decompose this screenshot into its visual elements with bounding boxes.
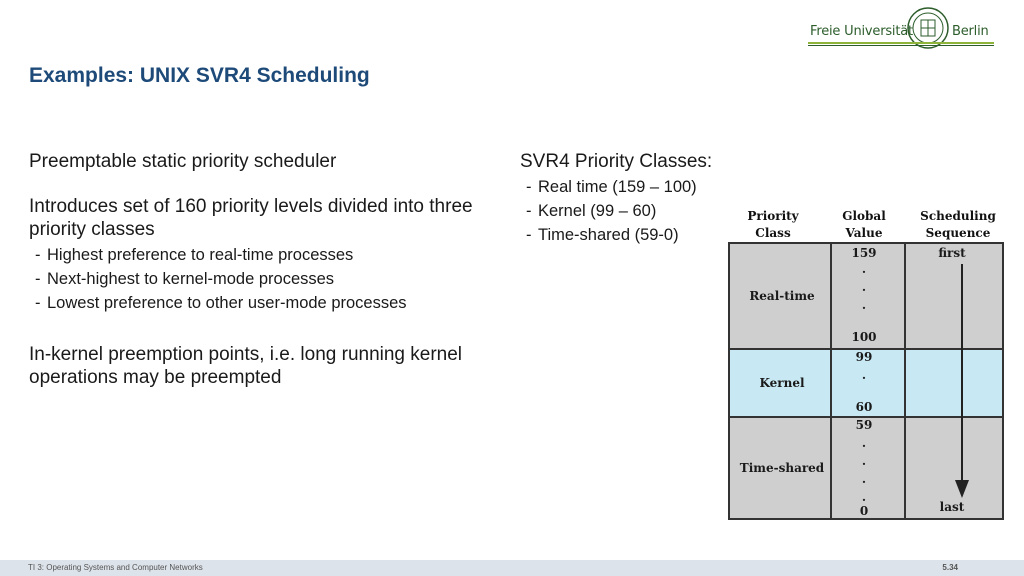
global-value: 60 xyxy=(855,400,873,414)
arrow-down-icon xyxy=(954,264,970,500)
logo-underline xyxy=(808,42,994,44)
global-value: . xyxy=(861,454,867,468)
paragraph-preemption: In-kernel preemption points, i.e. long running kernel operations may be preempted xyxy=(29,344,463,388)
global-value: 0 xyxy=(859,504,869,518)
footer-course-title: TI 3: Operating Systems and Computer Networks xyxy=(28,563,203,572)
class-real-time: Real-time xyxy=(734,244,832,348)
list-item: - Next-highest to kernel-mode processes xyxy=(35,270,335,288)
logo-text-right: Berlin xyxy=(952,24,989,39)
list-item: - Real time (159 – 100) xyxy=(526,178,697,196)
sequence-last: last xyxy=(939,500,965,514)
priority-classes-heading: SVR4 Priority Classes: xyxy=(520,151,713,172)
global-value: . xyxy=(861,280,867,294)
global-value: . xyxy=(861,472,867,486)
global-value: . xyxy=(861,490,867,504)
left-column xyxy=(29,150,499,403)
global-value: . xyxy=(861,262,867,276)
header-global-value: Global Value xyxy=(842,209,886,240)
global-value: . xyxy=(861,298,867,312)
list-item: - Lowest preference to other user-mode processes xyxy=(35,294,407,312)
header-priority-class: Priority Class xyxy=(747,209,799,240)
global-value: . xyxy=(861,436,867,450)
global-value: 100 xyxy=(851,330,877,344)
slide-title: Examples: UNIX SVR4 Scheduling xyxy=(29,64,370,87)
class-time-shared: Time-shared xyxy=(734,418,832,518)
class-kernel: Kernel xyxy=(734,350,832,416)
global-value: . xyxy=(861,368,867,382)
list-item: - Highest preference to real-time processes xyxy=(35,246,354,264)
university-logo xyxy=(806,4,996,54)
global-value: 159 xyxy=(851,246,877,260)
list-item: - Kernel (99 – 60) xyxy=(526,202,657,220)
paragraph-priority-levels: Introduces set of 160 priority levels divided into three priority classes xyxy=(29,196,473,240)
header-scheduling-sequence: Scheduling Sequence xyxy=(920,209,996,240)
sequence-first: first xyxy=(938,246,966,260)
global-value: 99 xyxy=(855,350,873,364)
footer-bar xyxy=(0,560,1024,576)
global-value: 59 xyxy=(855,418,873,432)
page-number: 5.34 xyxy=(942,563,958,572)
paragraph-scheduler: Preemptable static priority scheduler xyxy=(29,151,337,172)
list-item: - Time-shared (59-0) xyxy=(526,226,679,244)
logo-text-left: Freie Universität xyxy=(810,24,913,39)
priority-table xyxy=(724,204,1008,522)
logo-underline-thin xyxy=(808,45,994,46)
priority-bullets xyxy=(29,243,499,315)
